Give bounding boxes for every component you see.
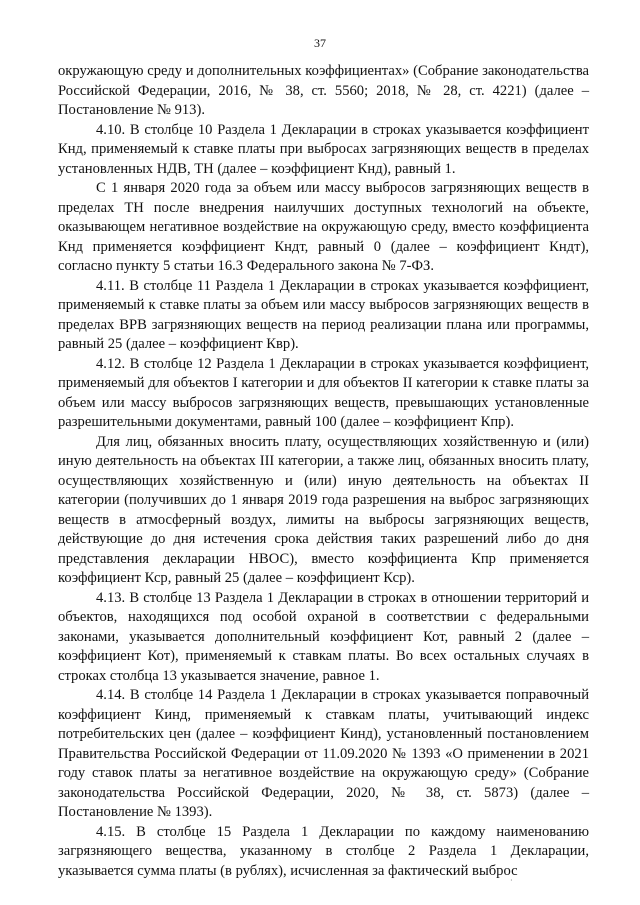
paragraph-4-12: 4.12. В столбце 12 Раздела 1 Декларации в строках указывается коэффициент, применяемый для объектов I категории и для объектов II категории к ставке платы за объем или массу выбросов загрязняющих веществ, превышающих установленные разрешительными документами, равный 100 (далее – коэффициент Кпр).	[58, 355, 589, 430]
paragraph-ksr: Для лиц, обязанных вносить плату, осуществляющих хозяйственную и (или) иную деятельность на объектах III категории, а также лиц, обязанных вносить плату, осуществляющих хозяйственную и (или) иную деятельность на объектах II категории (получивших до 1 января 2019 года разрешения на выброс загрязняющих веществ в атмосферный воздух, лимиты на выбросы загрязняющих веществ, действующие до дня истечения срока действия таких разрешений либо до дня представления декларации НВОС), вместо коэффициента Кпр применяется коэффициент Кср, равный 25 (далее – коэффициент Кср).	[58, 433, 589, 586]
paragraph-4-10: 4.10. В столбце 10 Раздела 1 Декларации в строках указывается коэффициент Кнд, применяемый к ставке платы при выбросах загрязняющих веществ в пределах установленных НДВ, ТН (далее – коэффициент Кнд), равный 1.	[58, 121, 589, 177]
scan-mark: ·	[510, 876, 513, 885]
document-body	[58, 62, 589, 881]
paragraph-4-14: 4.14. В столбце 14 Раздела 1 Декларации в строках указывается поправочный коэффициент Кинд, применяемый к ставкам платы, учитывающий индекс потребительских цен (далее – коэффициент Кинд), установленный постановлением Правительства Российской Федерации от 11.09.2020 № 1393 «О применении в 2021 году ставок платы за негативное воздействие на окружающую среду» (Собрание законодательства Российской Федерации, 2020, № 38, ст. 5873) (далее – Постановление № 1393).	[58, 687, 589, 820]
paragraph-kndt: С 1 января 2020 года за объем или массу выбросов загрязняющих веществ в пределах ТН после внедрения наилучших доступных технологий на объекте, оказывающем негативное воздействие на окружающую среду, вместо коэффициента Кнд применяется коэффициент Кндт, равный 0 (далее – коэффициент Кндт), согласно пункту 5 статьи 16.3 Федерального закона № 7-ФЗ.	[58, 180, 589, 274]
page-number: 37	[314, 36, 326, 50]
paragraph-4-13: 4.13. В столбце 13 Раздела 1 Декларации в строках в отношении территорий и объектов, находящихся под особой охраной в соответствии с федеральными законами, указывается дополнительный коэффициент Кот, равный 2 (далее – коэффициент Кот), применяемый к ставкам платы. Во всех остальных случаях в строках столбца 13 указывается значение, равное 1.	[58, 589, 589, 684]
paragraph-continuation: окружающую среду и дополнительных коэффициентах» (Собрание законодательства Российской Федерации, 2016, № 38, ст. 5560; 2018, № 28, ст. 4221) (далее – Постановление № 913).	[58, 63, 589, 118]
paragraph-4-11: 4.11. В столбце 11 Раздела 1 Декларации в строках указывается коэффициент, применяемый к ставке платы за объем или массу выбросов загрязняющих веществ в пределах ВРВ загрязняющих веществ на период реализации плана или программы, равный 25 (далее – коэффициент Квр).	[58, 277, 589, 352]
paragraph-4-15: 4.15. В столбце 15 Раздела 1 Декларации по каждому наименованию загрязняющего вещества, указанному в столбце 2 Раздела 1 Декларации, указывается сумма платы (в рублях), исчисленная за фактический выброс	[58, 823, 589, 879]
